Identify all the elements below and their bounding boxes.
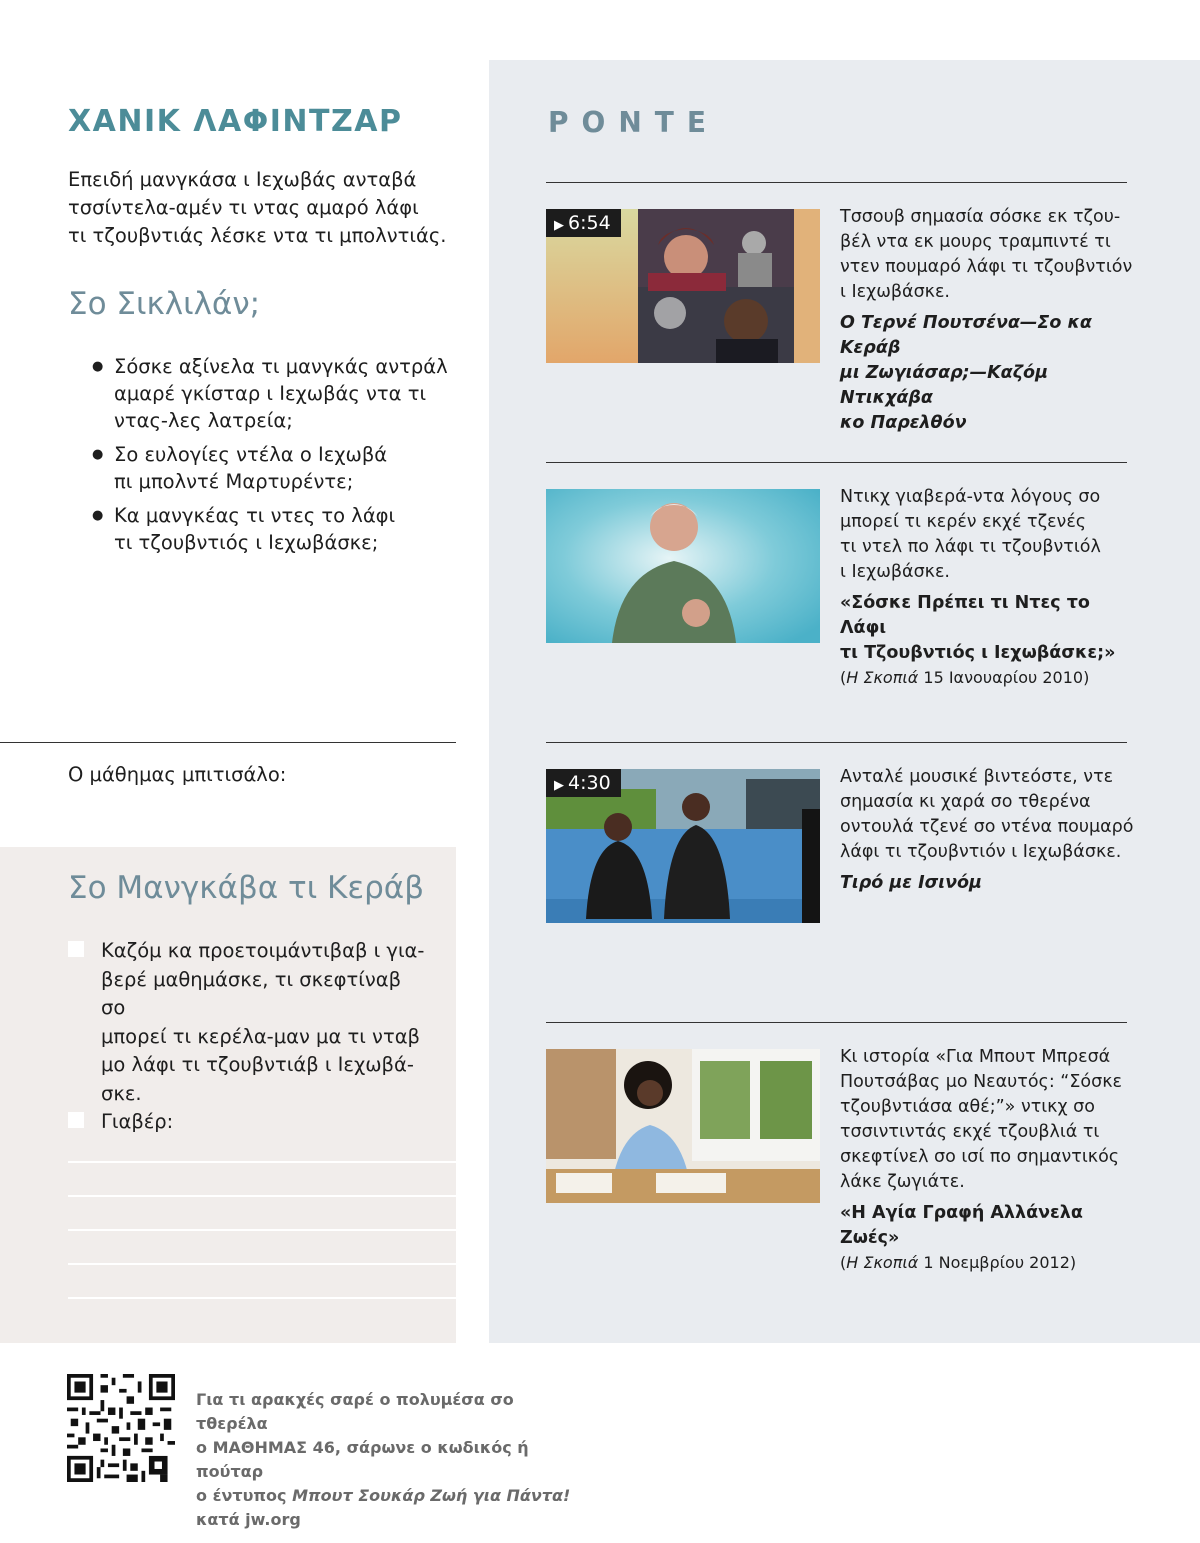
review-heading: Σο Σικλιλάν; xyxy=(68,286,261,322)
video-duration-badge xyxy=(546,209,621,237)
desc-line: βέλ ντα εκ μουρς τραμπιντέ τι xyxy=(840,232,1111,252)
play-icon: ▶ xyxy=(554,778,564,793)
source-date: 15 Ιανουαρίου 2010 xyxy=(923,668,1084,687)
review-line: Κα μανγκέας τι ντες το λάφι xyxy=(114,504,396,527)
title-line: τι Τζουβντιός ι Ιεχωβάσκε;» xyxy=(840,643,1116,663)
desc-line: οντουλά τζενέ σο ντένα πουμαρό xyxy=(840,817,1134,837)
summary-line: Επειδή μανγκάσα ι Ιεχωβάς ανταβά xyxy=(68,168,417,191)
review-item xyxy=(92,441,462,495)
video-thumbnail[interactable] xyxy=(546,769,820,923)
goals-heading: Σο Μανγκάβα τι Κεράβ xyxy=(68,870,425,906)
card-text xyxy=(840,205,1140,436)
goal-line: μο λάφι τι τζουβντιάβ ι Ιεχωβά- xyxy=(101,1053,414,1076)
card-source: (Η Σκοπιά 1 Νοεμβρίου 2012) xyxy=(840,1253,1077,1272)
card-divider xyxy=(546,742,1127,743)
desc-line: λάφι τι τζουβντιόν ι Ιεχωβάσκε. xyxy=(840,842,1122,862)
write-line[interactable] xyxy=(68,1195,456,1197)
card-text xyxy=(840,485,1140,690)
summary-line: τσσίντελα-αμέν τι ντας αμαρό λάφι xyxy=(68,196,419,219)
card-title-link[interactable] xyxy=(840,311,1140,436)
review-line: τι τζουβντιός ι Ιεχωβάσκε; xyxy=(114,531,379,554)
qr-code-icon[interactable] xyxy=(67,1374,175,1482)
desc-line: Τσσουβ σημασία σόσκε εκ τζου- xyxy=(840,207,1121,227)
desc-line: Πουτσάβας μο Νεαυτός: “Σόσκε xyxy=(840,1072,1122,1092)
goal-other-label: Γιαβέρ: xyxy=(101,1110,174,1133)
card-description xyxy=(840,1045,1140,1195)
source-publication: Η Σκοπιά xyxy=(846,1253,919,1272)
review-list xyxy=(92,353,462,563)
title-line: Τιρό με Ισινόμ xyxy=(840,873,982,893)
desc-line: σκεφτίνελ σο ισί πο σημαντικός xyxy=(840,1147,1120,1167)
desc-line: τι ντελ πο λάφι τι τζουβντιόλ xyxy=(840,537,1101,557)
card-title-link[interactable] xyxy=(840,871,1140,896)
write-line[interactable] xyxy=(68,1161,456,1163)
desc-line: ι Ιεχωβάσκε. xyxy=(840,562,950,582)
goal-line: σκε. xyxy=(101,1081,142,1105)
card-divider xyxy=(546,1022,1127,1023)
card-source: (Η Σκοπιά 15 Ιανουαρίου 2010) xyxy=(840,668,1090,687)
review-item xyxy=(92,353,462,434)
footer-note xyxy=(196,1388,576,1532)
goal-text xyxy=(101,937,428,1108)
card-description xyxy=(840,205,1140,305)
desc-line: ντεν πουμαρό λάφι τι τζουβντιόν xyxy=(840,257,1133,277)
review-line: πι μπολντέ Μαρτυρέντε; xyxy=(114,470,354,493)
desc-line: μπορεί τι κερέν εκχέ τζενές xyxy=(840,512,1087,532)
card-divider xyxy=(546,462,1127,463)
review-line: ντας-λες λατρεία; xyxy=(114,409,293,432)
card-description xyxy=(840,765,1140,865)
title-line: μι Ζωγιάσαρ;—Καζόμ Ντικχάβα xyxy=(840,363,1048,408)
desc-line: σημασία κι χαρά σο τθερένα xyxy=(840,792,1091,812)
review-item xyxy=(92,502,462,556)
desc-line: τζουβντιάσα αθέ;”» ντικχ σο xyxy=(840,1097,1095,1117)
section-divider xyxy=(0,742,456,743)
summary-line: τι τζουβντιάς λέσκε ντα τι μπολντιάς. xyxy=(68,224,447,247)
write-line[interactable] xyxy=(68,1263,456,1265)
card-title-link[interactable] xyxy=(840,1201,1140,1251)
footer-link[interactable]: κατά jw.org xyxy=(196,1510,301,1529)
title-line: Ο Τερνέ Πουτσένα—Σο κα Κεράβ xyxy=(840,313,1092,358)
card-text xyxy=(840,1045,1140,1275)
desc-line: Κι ιστορία «Για Μπουτ Μπρεσά xyxy=(840,1047,1111,1067)
summary-heading: ΧΑΝΙΚ ΛΑΦΙΝΤΖΑΡ xyxy=(68,104,403,139)
article-thumbnail[interactable] xyxy=(546,489,820,643)
article-thumbnail-image xyxy=(546,1049,820,1203)
article-thumbnail[interactable] xyxy=(546,1049,820,1203)
write-line[interactable] xyxy=(68,1229,456,1231)
video-thumbnail[interactable] xyxy=(546,209,820,363)
article-thumbnail-image xyxy=(546,489,820,643)
explore-heading: ΡΟΝΤΕ xyxy=(548,106,719,139)
title-line: «Η Αγία Γραφή Αλλάνελα Ζωές» xyxy=(840,1203,1083,1248)
duration-text: 4:30 xyxy=(568,772,611,794)
title-line: κο Παρελθόν xyxy=(840,413,967,433)
goal-line: Καζόμ κα προετοιμάντιβαβ ι για- xyxy=(101,939,425,962)
lesson-completed-date-field[interactable]: Ο μάθημας μπιτισάλο: xyxy=(68,763,287,786)
video-duration-badge xyxy=(546,769,621,797)
checkbox-icon[interactable] xyxy=(68,941,84,957)
goal-line: βερέ μαθημάσκε, τι σκεφτίναβ σο xyxy=(101,967,402,1019)
summary-text xyxy=(68,166,448,250)
write-line[interactable] xyxy=(68,1297,456,1299)
desc-line: τσσιντιντάς εκχέ τζουβλιά τι xyxy=(840,1122,1100,1142)
card-text xyxy=(840,765,1140,896)
desc-line: Ανταλέ μουσικέ βιντεόστε, ντε xyxy=(840,767,1114,787)
title-line: «Σόσκε Πρέπει τι Ντες το Λάφι xyxy=(840,593,1090,638)
footer-line: Για τι αρακχές σαρέ ο πολυμέσα σο τθερέλα xyxy=(196,1390,514,1433)
source-date: 1 Νοεμβρίου 2012 xyxy=(923,1253,1070,1272)
card-title-link[interactable] xyxy=(840,591,1140,666)
play-icon: ▶ xyxy=(554,218,564,233)
goal-line: μπορεί τι κερέλα-μαν μα τι νταβ xyxy=(101,1024,420,1048)
book-title: Μπουτ Σουκάρ Ζωή για Πάντα! xyxy=(292,1486,571,1505)
footer-line: ο ΜΑΘΗΜΑΣ 46, σάρωνε ο κωδικός ή πούταρ xyxy=(196,1438,529,1481)
goal-checkbox-item[interactable] xyxy=(68,937,428,1108)
goal-other-item[interactable] xyxy=(68,1108,428,1137)
review-line: Σόσκε αξίνελα τι μανγκάς αντράλ xyxy=(114,355,448,378)
review-line: αμαρέ γκίσταρ ι Ιεχωβάς ντα τι xyxy=(114,382,427,405)
footer-line: ο έντυπος xyxy=(196,1486,287,1505)
desc-line: λάκε ζωγιάτε. xyxy=(840,1172,965,1192)
card-divider xyxy=(546,182,1127,183)
source-publication: Η Σκοπιά xyxy=(846,668,919,687)
desc-line: ι Ιεχωβάσκε. xyxy=(840,282,950,302)
review-line: Σο ευλογίες ντέλα ο Ιεχωβά xyxy=(114,443,388,466)
duration-text: 6:54 xyxy=(568,212,611,234)
desc-line: Ντικχ γιαβερά-ντα λόγους σο xyxy=(840,487,1101,507)
checkbox-icon[interactable] xyxy=(68,1112,84,1128)
card-description xyxy=(840,485,1140,585)
